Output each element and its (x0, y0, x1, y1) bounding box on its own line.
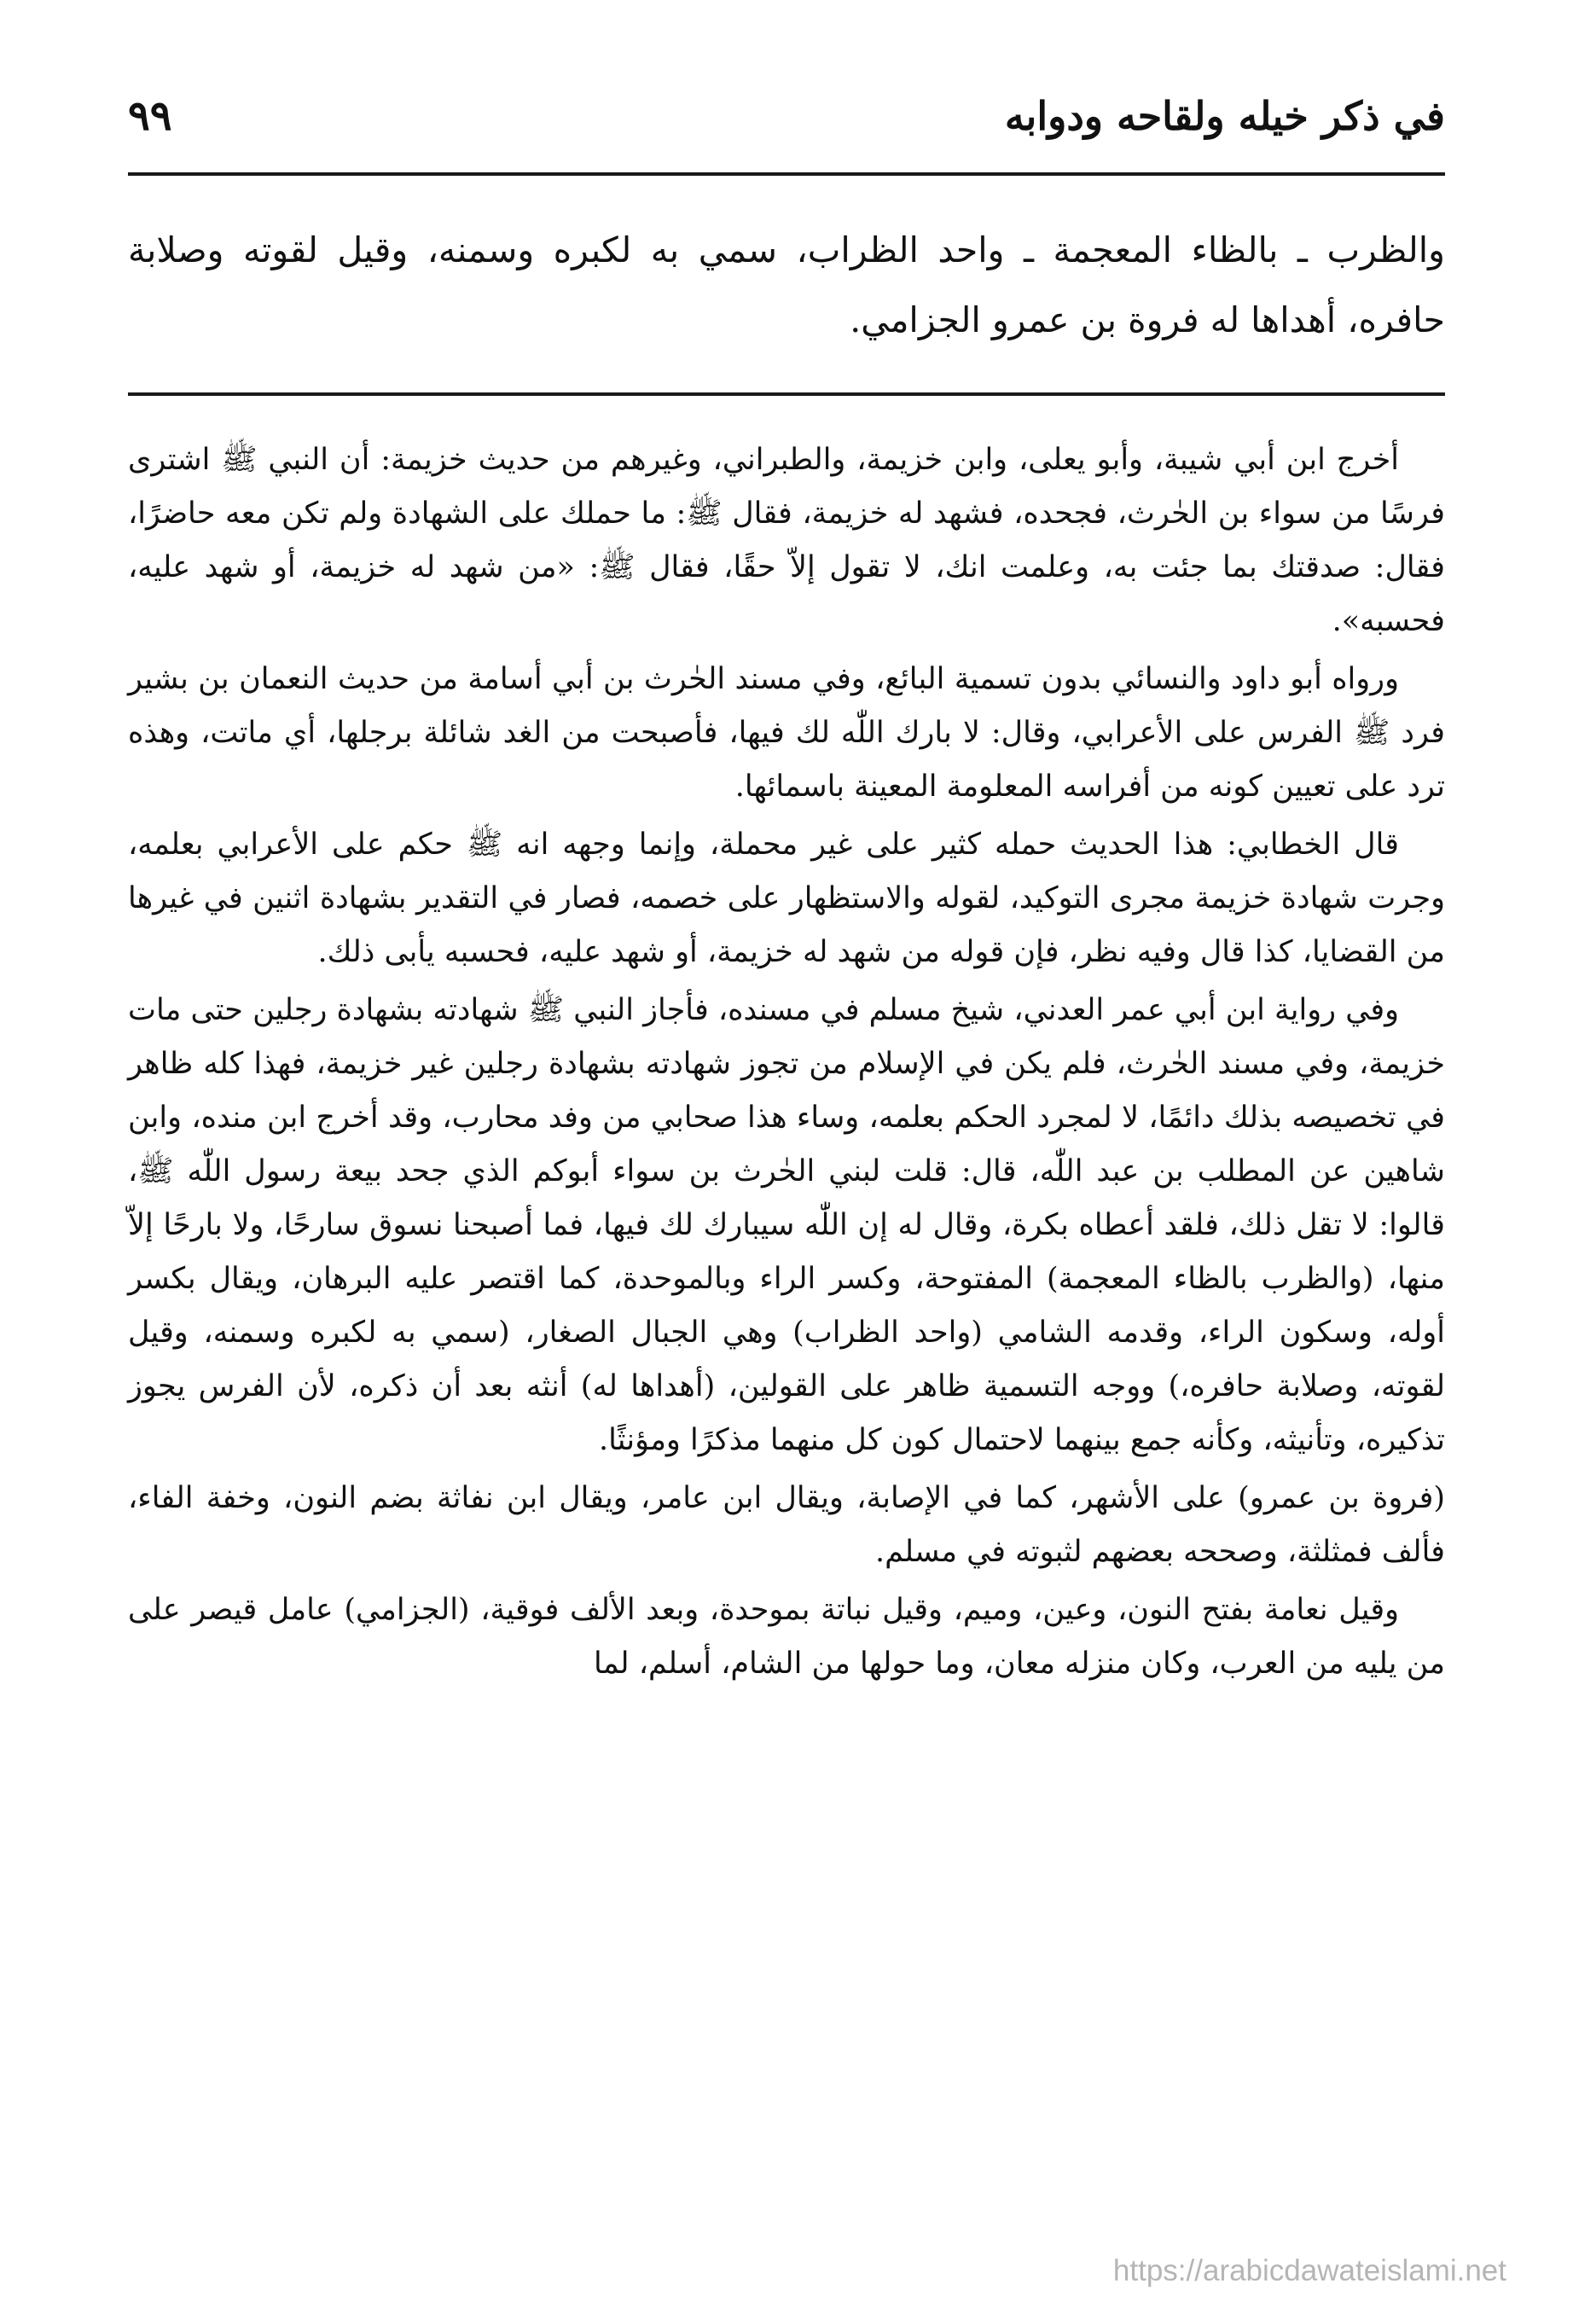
commentary-paragraph: ورواه أبو داود والنسائي بدون تسمية البائع، وفي مسند الحٰرث بن أبي أسامة من حديث النعمان بن بشير فرد ﷺ الفرس على الأعرابي، وقال: لا بارك اللّٰه لك فيها، فأصبحت من الغد شائلة برجلها، أي ماتت، وهذه ترد على تعيين كونه من أفراسه المعلومة المعينة باسمائها. (128, 662, 1445, 804)
commentary-paragraph: أخرج ابن أبي شيبة، وأبو يعلى، وابن خزيمة، والطبراني، وغيرهم من حديث خزيمة: أن النبي ﷺ اشترى فرسًا من سواء بن الحٰرث، فجحده، فشهد له خزيمة، فقال ﷺ: ما حملك على الشهادة ولم تكن معه حاضرًا، فقال: صدقتك بما جئت به، وعلمت انك، لا تقول إلاّ حقًا، فقال ﷺ: «من شهد له خزيمة، أو شهد عليه، فحسبه». (128, 443, 1445, 638)
commentary-block (128, 433, 1445, 1695)
page-header (128, 82, 1445, 150)
header-divider (128, 172, 1445, 176)
page-number: ٩٩ (128, 92, 172, 140)
main-text-block (128, 215, 1445, 355)
commentary-paragraph: (فروة بن عمرو) على الأشهر، كما في الإصابة، ويقال ابن عامر، ويقال ابن نفاثة بضم النون، وخفة الفاء، فألف فمثلثة، وصححه بعضهم لثبوته في مسلم. (128, 1481, 1445, 1569)
commentary-paragraph: قال الخطابي: هذا الحديث حمله كثير على غير محملة، وإنما وجهه انه ﷺ حكم على الأعرابي بعلمه، وجرت شهادة خزيمة مجرى التوكيد، لقوله والاستظهار على خصمه، فصار في التقدير بشهادة اثنين في غيرها من القضايا، كذا قال وفيه نظر، فإن قوله من شهد له خزيمة، أو شهد عليه، فحسبه يأبى ذلك. (128, 828, 1445, 969)
commentary-paragraph: وقيل نعامة بفتح النون، وعين، وميم، وقيل نباتة بموحدة، وبعد الألف فوقية، (الجزامي) عامل قيصر على من يليه من العرب، وكان منزله معان، وما حولها من الشام، أسلم، لما (128, 1593, 1445, 1681)
main-text-divider (128, 392, 1445, 396)
watermark-url: https://arabicdawateislami.net (1112, 2254, 1506, 2287)
running-title: في ذكر خيله ولقاحه ودوابه (1004, 93, 1445, 139)
commentary-paragraph: وفي رواية ابن أبي عمر العدني، شيخ مسلم في مسنده، فأجاز النبي ﷺ شهادته بشهادة رجلين حتى مات خزيمة، وفي مسند الحٰرث، فلم يكن في الإسلام من تجوز شهادته بشهادة رجلين غير خزيمة، فهذا كله ظاهر في تخصيصه بذلك دائمًا، لا لمجرد الحكم بعلمه، وساء هذا صحابي من وفد محارب، وقد أخرج ابن منده، وابن شاهين عن المطلب بن عبد اللّٰه، قال: قلت لبني الحٰرث بن سواء أبوكم الذي جحد بيعة رسول اللّٰه ﷺ، قالوا: لا تقل ذلك، فلقد أعطاه بكرة، وقال له إن اللّٰه سيبارك لك فيها، فما أصبحنا نسوق سارحًا، ولا بارحًا إلاّ منها، (والظرب بالظاء المعجمة) المفتوحة، وكسر الراء وبالموحدة، كما اقتصر عليه البرهان، ويقال بكسر أوله، وسكون الراء، وقدمه الشامي (واحد الظراب) وهي الجبال الصغار، (سمي به لكبره وسمنه، وقيل لقوته، وصلابة حافره،) ووجه التسمية ظاهر على القولين، (أهداها له) أنثه بعد أن ذكره، لأن الفرس يجوز تذكيره، وتأنيثه، وكأنه جمع بينهما لاحتمال كون كل منهما مذكرًا ومؤنثًا. (128, 993, 1446, 1457)
main-text: والظرب ـ بالظاء المعجمة ـ واحد الظراب، سمي به لكبره وسمنه، وقيل لقوته وصلابة حافره، أهداها له فروة بن عمرو الجزامي. (128, 229, 1445, 340)
